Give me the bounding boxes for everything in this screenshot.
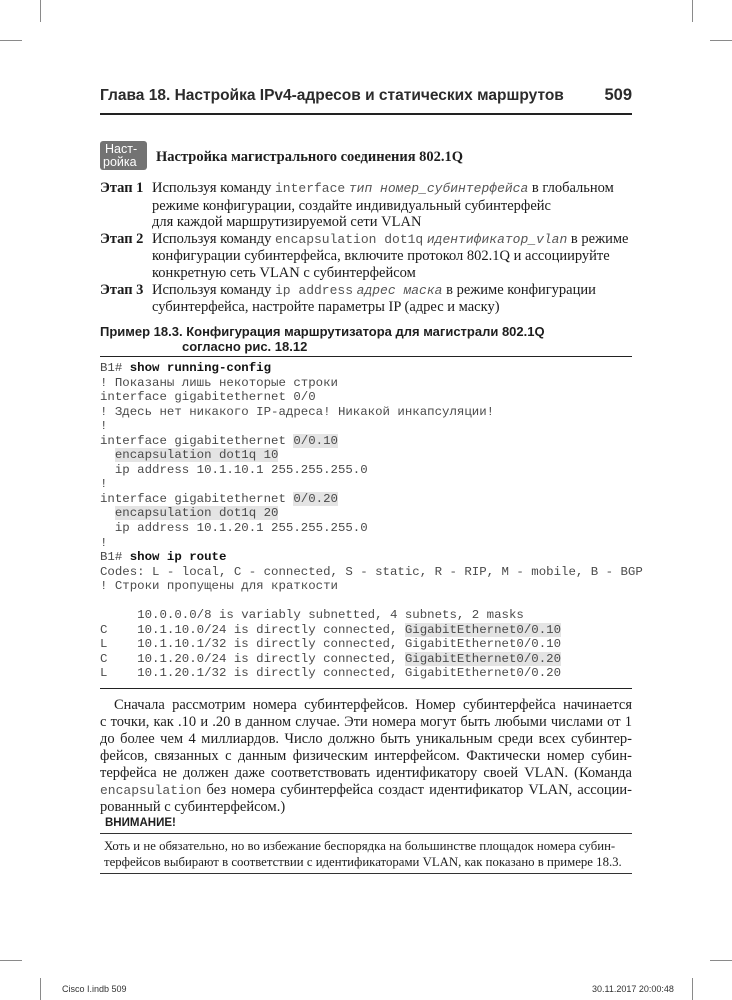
code-command: show ip route	[129, 550, 227, 565]
paragraph-line: до более чем 4 миллиардов. Число должно быть уникальным среди всех субинтер-	[100, 730, 632, 747]
body-paragraph	[100, 697, 632, 816]
code-highlight: 0/0.20	[293, 491, 338, 506]
step-command: ip address	[275, 282, 354, 298]
code-highlight: GigabitEthernet0/0.20	[404, 651, 562, 666]
setup-badge	[100, 141, 147, 170]
step-text: конфигурации субинтерфейса, включите протокол 802.1Q и ассоциируйте	[152, 248, 610, 265]
code-line: 10.0.0.0/8 is variably subnetted, 4 subnets, 2 masks	[100, 608, 524, 623]
warning-line: Хоть и не обязательно, но во избежание беспорядка на большинстве площадок номера субин-	[104, 839, 616, 853]
paragraph-line: encapsulation без номера субинтерфейса создаст идентификатор VLAN, ассоции-	[100, 781, 632, 798]
code-highlight: 0/0.10	[293, 433, 338, 448]
step-text: субинтерфейса, настройте параметры IP (адрес и маску)	[152, 299, 500, 316]
setup-badge-line2: ройка	[103, 155, 137, 169]
setup-title: Настройка магистрального соединения 802.1Q	[156, 149, 464, 165]
warning-top-rule	[100, 833, 632, 834]
code-line: L 10.1.20.1/32 is directly connected, GigabitEthernet0/0.20	[100, 666, 562, 681]
step-body	[152, 180, 638, 231]
crop-mark	[710, 40, 732, 41]
code-line: L 10.1.10.1/32 is directly connected, GigabitEthernet0/0.10	[100, 637, 562, 652]
header-rule	[100, 113, 632, 115]
code-highlight: encapsulation dot1q 20	[114, 506, 279, 521]
code-line: !	[100, 419, 108, 434]
step-label: Этап 3	[100, 281, 144, 298]
paragraph-line: фейсов, связанных с данным физическим интерфейсом. Фактически номер субин-	[100, 747, 632, 764]
crop-mark	[0, 960, 22, 961]
code-line: !	[100, 477, 108, 492]
code-line	[100, 448, 632, 463]
footer-timestamp: 30.11.2017 20:00:48	[592, 984, 674, 994]
step-text: в режиме конфигурации	[442, 281, 596, 298]
step-argument: адрес маска	[356, 282, 443, 298]
crop-mark	[40, 978, 41, 1000]
code-command: show running-config	[129, 361, 272, 375]
code-line: C 10.1.20.0/24 is directly connected, GigabitEthernet0/0.20	[100, 651, 562, 666]
crop-mark	[710, 960, 732, 961]
crop-mark	[40, 0, 41, 22]
paragraph-line: с точки, как .10 и .20 в данном случае. Эти номера могут быть любыми числами от 1	[100, 713, 632, 730]
code-line: C 10.1.10.0/24 is directly connected, GigabitEthernet0/0.10	[100, 622, 562, 637]
code-line: B1# show ip route	[100, 550, 227, 565]
code-line: ip address 10.1.10.1 255.255.255.0	[100, 462, 368, 477]
paragraph-line: рованный с субинтерфейсом.)	[100, 799, 286, 816]
code-bottom-rule	[100, 688, 632, 689]
code-listing	[100, 361, 643, 681]
code-line: ip address 10.1.20.1 255.255.255.0	[100, 521, 368, 536]
setup-badge-line1: Наст-	[105, 142, 138, 156]
code-highlight: GigabitEthernet0/0.10	[404, 622, 562, 637]
step-text: в глобальном	[528, 180, 614, 196]
crop-mark	[0, 40, 22, 41]
step-argument: тип номер_субинтерфейса	[348, 181, 529, 196]
step-argument: идентификатор_vlan	[426, 231, 568, 247]
code-line	[100, 506, 632, 521]
step-text: режиме конфигурации, создайте индивидуальный субинтерфейс	[152, 197, 551, 214]
crop-mark	[692, 0, 693, 22]
step-item	[100, 180, 640, 231]
crop-mark	[692, 978, 693, 1000]
warning-label: ВНИМАНИЕ!	[105, 817, 176, 829]
footer-file-info: Cisco I.indb 509	[62, 984, 127, 994]
code-highlight: encapsulation dot1q 10	[114, 448, 279, 463]
example-caption	[100, 324, 632, 354]
step-label: Этап 1	[100, 180, 144, 196]
page-number: 509	[604, 86, 632, 104]
step-text: конкретную сеть VLAN с субинтерфейсом	[152, 264, 416, 281]
paragraph-line: терфейса не должен даже соответствовать идентификатору своей VLAN. (Команда	[100, 764, 632, 781]
code-line: !	[100, 535, 108, 550]
step-text: Используя команду	[152, 180, 275, 196]
step-command: interface	[275, 181, 346, 196]
code-line: ! Строки пропущены для краткости	[100, 579, 338, 594]
code-line: interface gigabitethernet 0/0	[100, 390, 316, 405]
example-caption-line1: Пример 18.3. Конфигурация маршрутизатора для магистрали 802.1Q	[100, 324, 545, 339]
code-line: interface gigabitethernet 0/0.20	[100, 491, 338, 506]
step-item	[100, 282, 640, 316]
setup-steps	[100, 180, 640, 316]
warning-text	[104, 838, 628, 870]
chapter-title: Глава 18. Настройка IPv4-адресов и статических маршрутов	[100, 87, 564, 104]
step-body	[152, 231, 638, 282]
warning-bottom-rule	[100, 873, 632, 874]
example-caption-line2: согласно рис. 18.12	[182, 339, 308, 354]
step-label: Этап 2	[100, 230, 144, 247]
code-line: interface gigabitethernet 0/0.10	[100, 433, 338, 448]
step-item	[100, 231, 640, 282]
warning-line: терфейсов выбирают в соответствии с идентификаторами VLAN, как показано в примере 18.3.	[104, 855, 622, 869]
step-text: Используя команду	[152, 230, 275, 247]
step-body	[152, 282, 638, 316]
code-line	[100, 594, 632, 609]
step-text: для каждой маршрутизируемой сети VLAN	[152, 214, 422, 231]
code-line: B1# show running-config	[100, 361, 272, 375]
code-line: ! Показаны лишь некоторые строки	[100, 375, 338, 390]
code-line: ! Здесь нет никакого IP-адреса! Никакой инкапсуляции!	[100, 404, 495, 419]
inline-command: encapsulation	[100, 782, 202, 798]
code-line: Codes: L - local, C - connected, S - static, R - RIP, M - mobile, B - BGP	[100, 564, 643, 579]
paragraph-line: Сначала рассмотрим номера субинтерфейсов. Номер субинтерфейса начинается	[114, 697, 632, 713]
step-command: encapsulation dot1q	[275, 231, 424, 247]
step-text: в режиме	[567, 230, 629, 247]
step-text: Используя команду	[152, 281, 275, 298]
running-header	[100, 86, 632, 105]
code-top-rule	[100, 356, 632, 357]
